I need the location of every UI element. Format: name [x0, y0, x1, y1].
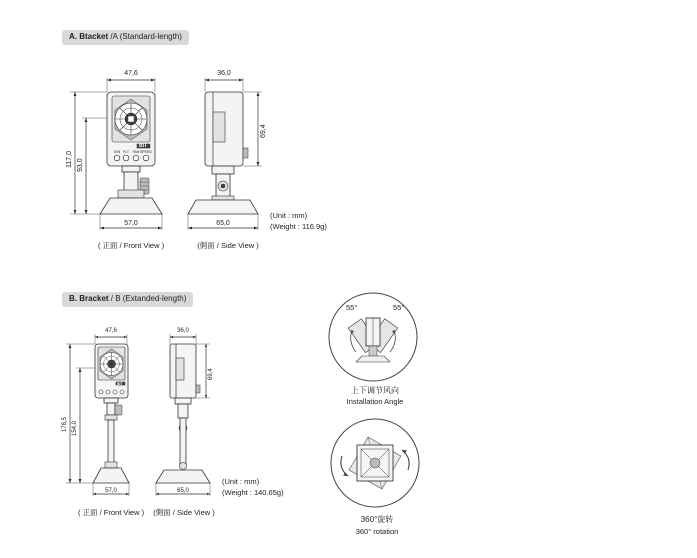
angle-right-label: 55° [393, 303, 405, 312]
angle-left-label: 55° [346, 303, 358, 312]
a-unit-note: (Unit : mm) [270, 211, 308, 220]
a-front-width-label: 47,6 [124, 70, 138, 77]
a-front-height-label: 117,0 [66, 151, 73, 168]
b-front-height-label: 178,5 [62, 416, 68, 432]
a-btn-label-speed: SPEED [140, 150, 152, 154]
b-brand-label: BIT [117, 381, 123, 386]
a-front-caption: ( 正面 / Front View ) [97, 241, 165, 250]
a-btn-label-flt: FLT [123, 150, 129, 154]
side-view-b [156, 334, 210, 496]
a-brand-label: BIT [139, 142, 148, 149]
b-front-width-label: 47,6 [105, 328, 117, 334]
a-front-inner-label: 93,0 [77, 158, 84, 172]
b-front-caption: ( 正面 / Front View ) [77, 508, 145, 517]
b-side-base-label: 65,0 [177, 488, 189, 494]
rotation-illustration [331, 419, 419, 507]
a-side-height-label: 69,4 [260, 124, 267, 138]
rotation-title-en: 360° rotation [355, 527, 399, 536]
side-view-a [188, 78, 262, 230]
section-b-tag-rest: / B (Extanded-length) [108, 294, 187, 303]
install-angle-title-cn: 上下调节风向 [351, 386, 399, 395]
a-weight-note: (Weight : 116.9g) [270, 222, 327, 231]
b-side-width-label: 36,0 [177, 328, 189, 334]
a-front-base-label: 57,0 [124, 220, 138, 227]
a-btn-label-ion: ION [113, 150, 121, 154]
a-side-caption: (側面 / Side View ) [197, 241, 259, 250]
front-view-a [70, 78, 162, 230]
front-view-b [66, 334, 129, 496]
section-a-tag-rest: /A (Standard-length) [108, 32, 182, 41]
a-btn-label-fan: FAN [132, 150, 140, 154]
section-b-tag-bold: B. Bracket [69, 294, 109, 303]
a-side-base-label: 65,0 [216, 220, 230, 227]
a-side-width-label: 36,0 [217, 70, 231, 77]
install-angle-title-en: Installation Angle [346, 397, 404, 406]
b-side-height-label: 69,4 [208, 368, 214, 380]
b-side-caption: (側面 / Side View ) [153, 508, 215, 517]
b-unit-note: (Unit : mm) [222, 477, 260, 486]
b-weight-note: (Weight : 140.65g) [222, 488, 284, 497]
rotation-title-cn: 360°旋转 [360, 515, 394, 524]
section-a-tag-bold: A. Btacket [69, 32, 109, 41]
b-front-base-label: 57,0 [105, 488, 117, 494]
b-front-inner-label: 154,0 [72, 420, 78, 436]
